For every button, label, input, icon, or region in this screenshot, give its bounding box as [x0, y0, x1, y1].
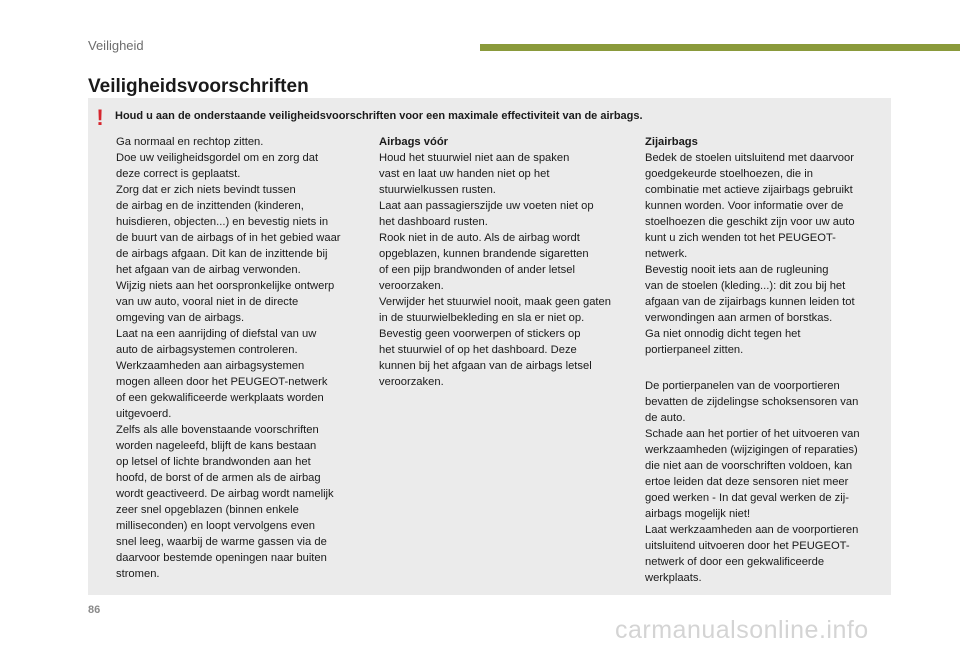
side-airbags-heading: Zijairbags	[645, 136, 698, 148]
front-airbags-body: Houd het stuurwiel niet aan de spaken vast en laat uw handen niet op het stuurwielkussen rusten. Laat aan passagierszijde uw voeten niet op het dashboard rusten. Rook niet in de auto. Als de airbag wordt opgeblazen, kunnen brandende sigaretten of een pijp brandwonden of ander letsel veroorzaken. Verwijder het stuurwiel nooit, maak geen gaten in de stuurwielbekleding en sla er niet op. Bevestig geen voorwerpen of stickers op het stuurwiel of op het dashboard. Deze kunnen bij het afgaan van de airbags letsel veroorzaken.	[379, 152, 611, 388]
door-panels-note: De portierpanelen van de voorportieren bevatten de zijdelingse schoksensoren van de auto. Schade aan het portier of het uitvoeren van werkzaamheden (wijzigingen of reparaties) die niet aan de voorschriften voldoen, kan ertoe leiden dat deze sensoren niet meer goed werken - In dat geval werken de zij- airbags mogelijk niet! Laat werkzaamheden aan de voorportieren uitsluitend uitvoeren door het PEUGEOT- netwerk of door een gekwalificeerde werkplaats.	[645, 380, 860, 584]
section-rule	[480, 44, 960, 51]
side-airbags-body: Bedek de stoelen uitsluitend met daarvoor goedgekeurde stoelhoezen, die in combinatie met actieve zijairbags gebruikt kunnen worden. Voor informatie over de stoelhoezen die geschikt zijn voor uw auto kunt u zich wenden tot het PEUGEOT- netwerk. Bevestig nooit iets aan de rugleuning van de stoelen (kleding...): dit zou bij het afgaan van de zijairbags kunnen leiden tot verwondingen aan armen of borstkas. Ga niet onnodig dicht tegen het portierpaneel zitten.	[645, 152, 855, 356]
section-label: Veiligheid	[88, 38, 144, 53]
front-airbags-heading: Airbags vóór	[379, 136, 449, 148]
general-instructions: Ga normaal en rechtop zitten. Doe uw veiligheidsgordel om en zorg dat deze correct is geplaatst. Zorg dat er zich niets bevindt tussen de airbag en de inzittenden (kinderen, huisdieren, objecten...) en bevestig niets in de buurt van de airbags of in het gebied waar de airbags afgaan. Dit kan de inzittende bij het afgaan van de airbag verwonden. Wijzig niets aan het oorspronkelijke ontwerp van uw auto, vooral niet in de directe omgeving van de airbags. Laat na een aanrijding of diefstal van uw auto de airbagsystemen controleren. Werkzaamheden aan airbagsystemen mogen alleen door het PEUGEOT-netwerk of een gekwalificeerde werkplaats worden uitgevoerd. Zelfs als alle bovenstaande voorschriften worden nageleefd, blijft de kans bestaan op letsel of lichte brandwonden aan het hoofd, de borst of de armen als de airbag wordt geactiveerd. De airbag wordt namelijk zeer snel opgeblazen (binnen enkele milliseconden) en loopt vervolgens even snel leeg, waarbij de warme gassen via de daarvoor bestemde openingen naar buiten stromen.	[116, 136, 341, 580]
watermark: carmanualsonline.info	[615, 616, 869, 644]
exclamation-icon: !	[96, 105, 104, 130]
page-number: 86	[88, 604, 101, 616]
warning-text: Houd u aan de onderstaande veiligheidsvoorschriften voor een maximale effectiviteit van de airbags.	[115, 110, 643, 122]
side-airbags-section	[645, 134, 883, 358]
front-airbags-section	[379, 134, 625, 390]
page-title: Veiligheidsvoorschriften	[88, 76, 309, 97]
